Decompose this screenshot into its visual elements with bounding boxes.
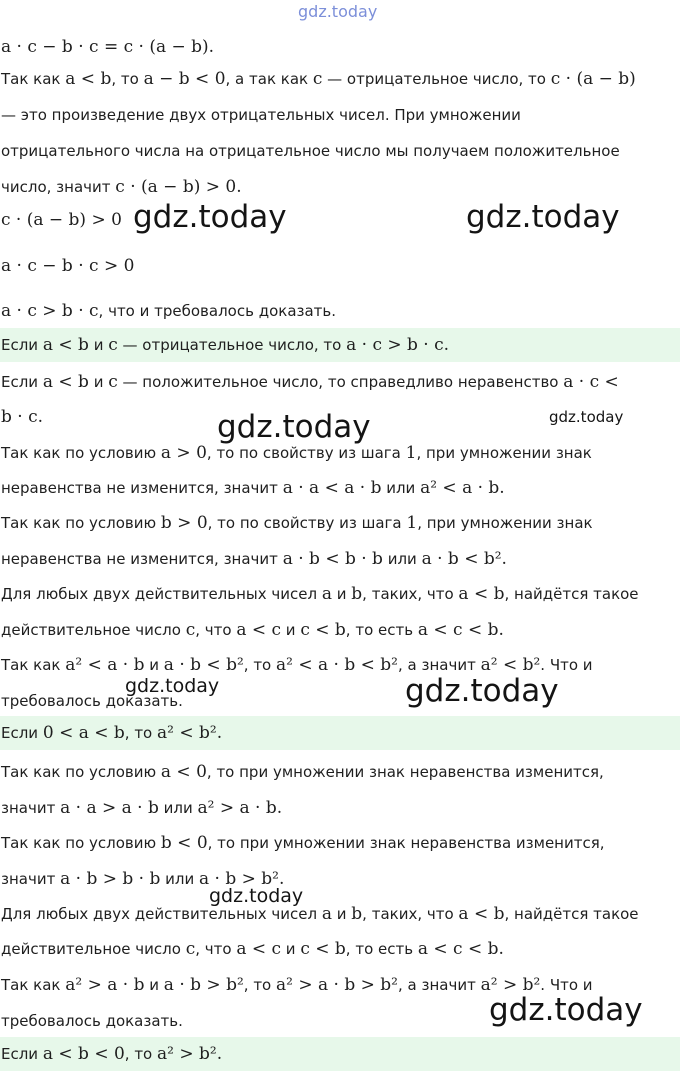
text-fragment: требовалось доказать.: [1, 1012, 183, 1030]
text-fragment: , то: [124, 724, 158, 742]
math-expression: a < b: [65, 69, 112, 89]
text-fragment: и: [88, 336, 109, 354]
text-fragment: , таких, что: [362, 905, 459, 923]
text-line: [0, 828, 680, 858]
math-expression: a² > a · b: [65, 975, 145, 995]
text-fragment: Если: [1, 373, 43, 391]
math-expression: a · a < a · b: [282, 478, 382, 498]
math-expression: a < c < b.: [417, 939, 504, 959]
text-fragment: Так как по условию: [1, 834, 161, 852]
text-line: [0, 296, 680, 326]
text-line: [0, 64, 680, 94]
text-fragment: значит: [1, 870, 61, 888]
text-fragment: , а значит: [398, 656, 481, 674]
math-expression: a · c − b · c = c · (a − b).: [1, 37, 215, 57]
text-fragment: Если: [1, 1045, 43, 1063]
text-fragment: , что и требовалось доказать.: [98, 302, 337, 320]
text-line: [0, 864, 680, 894]
watermark: gdz.today: [298, 2, 378, 21]
text-fragment: , при умножении знак: [417, 514, 593, 532]
text-line: [0, 508, 680, 538]
text-fragment: Так как: [1, 656, 66, 674]
text-fragment: и: [331, 585, 352, 603]
text-fragment: , то при умножении знак неравенства изменится,: [207, 834, 605, 852]
text-fragment: неравенства не изменится, значит: [1, 479, 283, 497]
text-line: [0, 793, 680, 823]
text-fragment: значит: [1, 799, 61, 817]
text-line: [0, 367, 680, 397]
math-expression: a < c: [236, 939, 282, 959]
math-expression: c < b: [300, 939, 346, 959]
text-fragment: , а так как: [225, 70, 313, 88]
watermark: gdz.today: [466, 199, 620, 235]
text-fragment: Для любых двух действительных чисел: [1, 585, 322, 603]
text-fragment: и: [281, 621, 301, 639]
text-line: [0, 757, 680, 787]
text-fragment: и: [144, 656, 164, 674]
math-expression: a: [321, 584, 332, 604]
text-fragment: — положительное число, то справедливо неравенство: [117, 373, 564, 391]
text-fragment: , то: [243, 976, 277, 994]
text-fragment: , а значит: [398, 976, 481, 994]
math-expression: a < b < 0: [42, 1044, 125, 1064]
math-expression: a² < a · b: [65, 655, 145, 675]
text-fragment: , то при умножении знак неравенства изменится,: [206, 763, 604, 781]
math-expression: a · a > a · b: [60, 798, 159, 818]
text-fragment: неравенства не изменится, значит: [1, 550, 283, 568]
math-expression: a² < a · b.: [420, 478, 505, 498]
text-fragment: Так как по условию: [1, 444, 161, 462]
math-expression: a · b < b²: [163, 655, 244, 675]
text-line: [0, 100, 680, 130]
math-expression: a < c: [236, 620, 282, 640]
text-fragment: Так как по условию: [1, 763, 161, 781]
text-fragment: — отрицательное число, то: [117, 336, 347, 354]
math-expression: a < b: [458, 904, 505, 924]
math-expression: a² > a · b > b²: [276, 975, 398, 995]
text-fragment: , при умножении знак: [416, 444, 592, 462]
text-line: [0, 579, 680, 609]
watermark: gdz.today: [489, 992, 643, 1028]
math-expression: 0 < a < b: [42, 723, 125, 743]
math-expression: a · b < b · b: [282, 549, 383, 569]
watermark: gdz.today: [549, 408, 624, 426]
math-expression: b < 0: [160, 833, 208, 853]
math-expression: a: [321, 904, 332, 924]
text-line: [0, 136, 680, 166]
text-fragment: и: [88, 373, 109, 391]
text-line: [0, 686, 680, 716]
text-line: [0, 934, 680, 964]
math-expression: b: [351, 584, 363, 604]
text-fragment: Так как по условию: [1, 514, 161, 532]
conclusion-line: [0, 328, 680, 362]
watermark: gdz.today: [133, 199, 287, 235]
watermark: gdz.today: [405, 673, 559, 709]
math-expression: a² < b²: [480, 655, 541, 675]
text-fragment: и: [331, 905, 352, 923]
math-expression: b > 0: [160, 513, 208, 533]
text-fragment: действительное число: [1, 940, 186, 958]
text-fragment: , что: [195, 621, 237, 639]
math-expression: a < c < b.: [417, 620, 504, 640]
math-expression: c: [108, 335, 118, 355]
text-fragment: или: [160, 870, 199, 888]
text-fragment: . Что и: [540, 976, 593, 994]
text-fragment: , то: [111, 70, 144, 88]
text-fragment: или: [382, 550, 422, 568]
math-expression: b: [351, 904, 363, 924]
math-expression: c < b: [300, 620, 346, 640]
text-fragment: — это произведение двух отрицательных чисел. При умножении: [1, 106, 521, 124]
math-expression: 1: [406, 513, 418, 533]
math-expression: c: [185, 939, 196, 959]
conclusion-line: [0, 716, 680, 750]
text-fragment: и: [281, 940, 301, 958]
text-fragment: Если: [1, 336, 43, 354]
math-expression: a < b: [42, 335, 89, 355]
text-fragment: Так как: [1, 976, 66, 994]
text-fragment: , то по свойству из шага: [206, 444, 406, 462]
text-fragment: , найдётся такое: [504, 905, 639, 923]
text-fragment: , таких, что: [362, 585, 459, 603]
text-line: [0, 251, 680, 281]
math-expression: a < b: [458, 584, 505, 604]
text-fragment: , то по свойству из шага: [207, 514, 407, 532]
text-fragment: , то есть: [345, 940, 418, 958]
math-expression: a · c > b · c.: [346, 335, 450, 355]
math-expression: c · (a − b): [550, 69, 636, 89]
text-line: [0, 650, 680, 680]
text-line: [0, 32, 680, 62]
text-line: [0, 473, 680, 503]
text-fragment: Если: [1, 724, 43, 742]
math-expression: a · c − b · c > 0: [1, 256, 135, 276]
math-expression: a > 0: [160, 443, 207, 463]
math-expression: a − b < 0: [143, 69, 226, 89]
text-fragment: или: [158, 799, 198, 817]
text-fragment: , найдётся такое: [504, 585, 639, 603]
math-expression: a < 0: [160, 762, 207, 782]
math-expression: a < b: [42, 372, 89, 392]
math-expression: a² < b².: [157, 723, 223, 743]
text-fragment: или: [381, 479, 421, 497]
text-fragment: отрицательного числа на отрицательное число мы получаем положительное: [1, 142, 620, 160]
text-line: [0, 615, 680, 645]
text-fragment: число, значит: [1, 178, 116, 196]
math-expression: c: [312, 69, 323, 89]
math-expression: a² > b².: [157, 1044, 223, 1064]
text-fragment: и: [144, 976, 164, 994]
math-expression: a · b > b².: [198, 869, 285, 889]
math-expression: a² > a · b.: [197, 798, 283, 818]
math-expression: a² > b²: [480, 975, 541, 995]
text-fragment: . Что и: [540, 656, 593, 674]
text-fragment: — отрицательное число, то: [322, 70, 551, 88]
math-expression: c: [185, 620, 196, 640]
math-expression: a · c > b · c: [1, 301, 99, 321]
math-expression: 1: [405, 443, 417, 463]
math-expression: a · b > b · b: [60, 869, 161, 889]
math-expression: b · c.: [1, 407, 44, 427]
watermark: gdz.today: [125, 675, 220, 697]
text-line: [0, 544, 680, 574]
watermark: gdz.today: [217, 409, 371, 445]
conclusion-line: [0, 1037, 680, 1071]
math-expression: a² < a · b < b²: [276, 655, 398, 675]
text-fragment: требовалось доказать.: [1, 692, 183, 710]
text-line: [0, 172, 680, 202]
math-expression: a · b > b²: [163, 975, 244, 995]
math-expression: a · c <: [563, 372, 619, 392]
text-fragment: , то: [243, 656, 277, 674]
text-fragment: Для любых двух действительных чисел: [1, 905, 322, 923]
watermark: gdz.today: [209, 885, 304, 907]
math-expression: c · (a − b) > 0: [1, 210, 122, 230]
text-fragment: действительное число: [1, 621, 186, 639]
text-line: [0, 899, 680, 929]
math-expression: a · b < b².: [421, 549, 507, 569]
text-fragment: , что: [195, 940, 237, 958]
text-fragment: , то: [124, 1045, 158, 1063]
text-fragment: Так как: [1, 70, 66, 88]
math-expression: c · (a − b) > 0.: [115, 177, 242, 197]
math-expression: c: [108, 372, 118, 392]
text-fragment: , то есть: [345, 621, 418, 639]
